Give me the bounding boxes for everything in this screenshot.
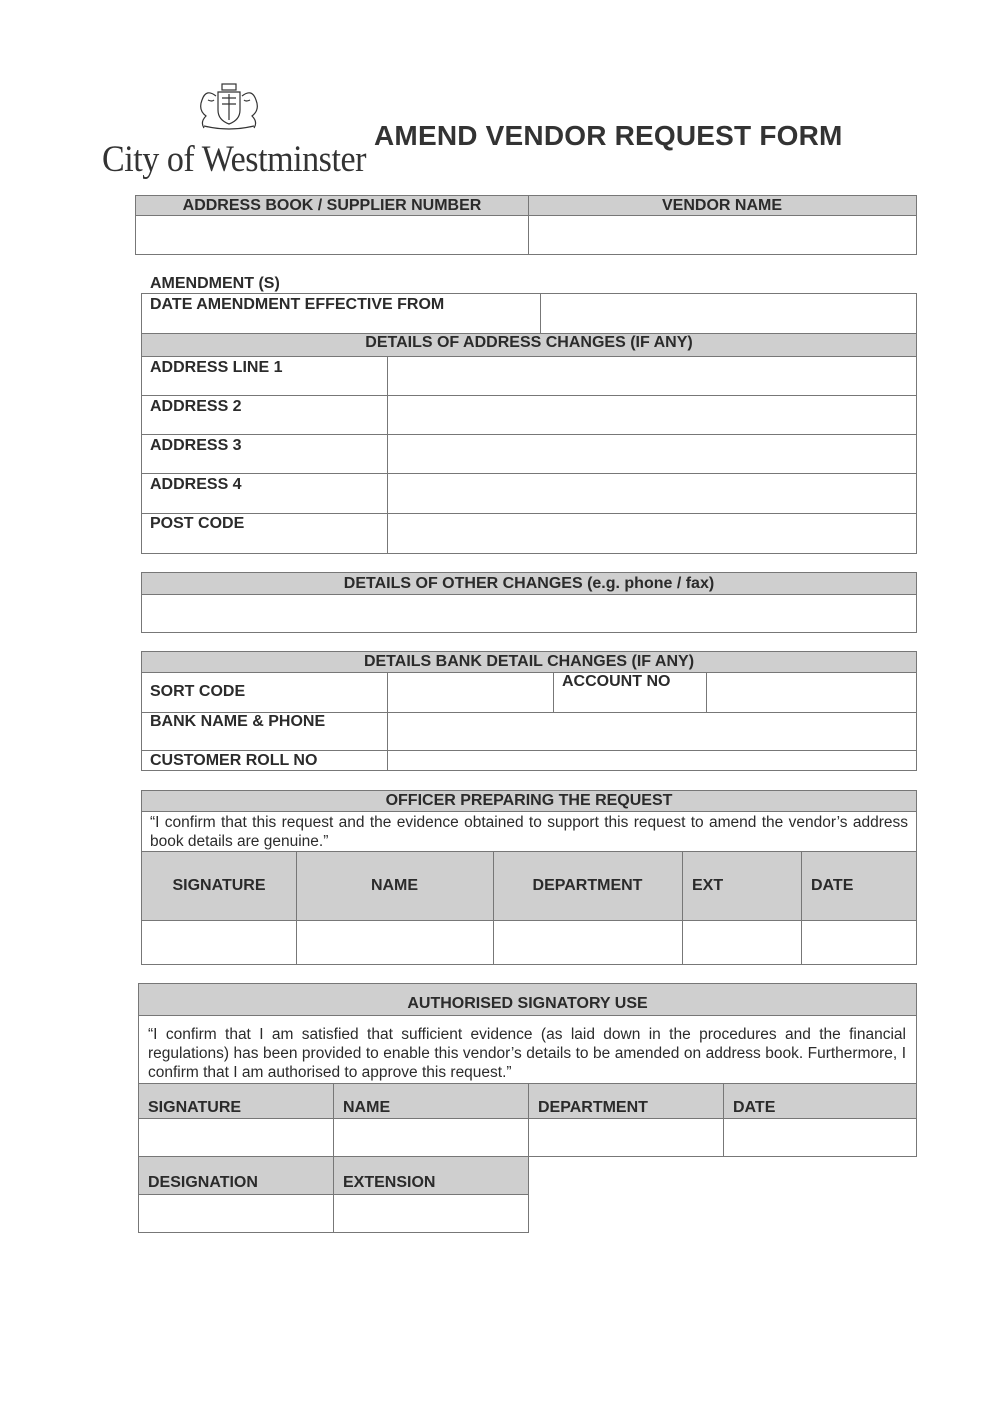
designation-header: DESIGNATION: [148, 1174, 258, 1191]
officer-ext-header: EXT: [692, 877, 724, 894]
bank-name-phone-label: BANK NAME & PHONE: [150, 713, 326, 730]
officer-department-field[interactable]: [495, 921, 681, 964]
city-of-westminster-logo-text: City of Westminster: [102, 139, 366, 180]
authorised-signature-header: SIGNATURE: [148, 1099, 242, 1116]
date-amendment-effective-label: DATE AMENDMENT EFFECTIVE FROM: [150, 296, 445, 313]
authorised-signatory-table: [138, 983, 917, 1157]
authorised-heading: AUTHORISED SIGNATORY USE: [407, 995, 648, 1012]
bank-name-phone-field[interactable]: [389, 713, 915, 750]
coat-of-arms-logo: [196, 82, 262, 130]
address-4-field[interactable]: [389, 474, 915, 512]
other-changes-field[interactable]: [143, 595, 915, 632]
address-changes-heading: DETAILS OF ADDRESS CHANGES (IF ANY): [365, 334, 693, 351]
customer-roll-no-field[interactable]: [389, 751, 915, 770]
officer-heading: OFFICER PREPARING THE REQUEST: [385, 792, 673, 809]
bank-changes-heading: DETAILS BANK DETAIL CHANGES (IF ANY): [363, 653, 695, 670]
sort-code-label: SORT CODE: [150, 683, 246, 700]
authorised-date-header: DATE: [733, 1099, 776, 1116]
post-code-label: POST CODE: [150, 515, 245, 532]
amendments-heading: AMENDMENT (S): [150, 275, 280, 292]
officer-signature-header: SIGNATURE: [172, 877, 266, 894]
authorised-date-field[interactable]: [725, 1119, 915, 1156]
address-book-supplier-number-label: ADDRESS BOOK / SUPPLIER NUMBER: [182, 197, 482, 214]
address-line-1-field[interactable]: [389, 357, 915, 395]
authorised-department-header: DEPARTMENT: [538, 1099, 648, 1116]
authorised-department-field[interactable]: [530, 1119, 722, 1156]
authorised-name-field[interactable]: [335, 1119, 527, 1156]
officer-ext-field[interactable]: [684, 921, 800, 964]
date-amendment-effective-field[interactable]: [542, 295, 915, 332]
other-changes-heading: DETAILS OF OTHER CHANGES (e.g. phone / fax): [343, 575, 715, 592]
extension-header: EXTENSION: [343, 1174, 436, 1191]
officer-signature-field[interactable]: [143, 921, 295, 964]
address-line-1-label: ADDRESS LINE 1: [150, 359, 283, 376]
officer-statement: “I confirm that this request and the evidence obtained to support this request to amend the vendor’s address book details are genuine.”: [150, 814, 908, 850]
authorised-signature-field[interactable]: [140, 1119, 332, 1156]
extension-field[interactable]: [335, 1195, 527, 1232]
officer-date-field[interactable]: [803, 921, 915, 964]
address-3-field[interactable]: [389, 435, 915, 473]
vendor-name-label: VENDOR NAME: [661, 197, 782, 214]
address-2-field[interactable]: [389, 396, 915, 434]
officer-table: [141, 790, 917, 965]
officer-name-header: NAME: [370, 877, 419, 894]
officer-date-header: DATE: [811, 877, 854, 894]
other-changes-table: [141, 572, 917, 633]
address-2-label: ADDRESS 2: [150, 398, 242, 415]
sort-code-field[interactable]: [389, 673, 552, 711]
account-no-field[interactable]: [708, 673, 915, 711]
amendments-table: [141, 293, 917, 554]
form-title: AMEND VENDOR REQUEST FORM: [374, 120, 843, 151]
customer-roll-no-label: CUSTOMER ROLL NO: [150, 752, 318, 769]
address-3-label: ADDRESS 3: [150, 437, 242, 454]
vendor-name-field[interactable]: [530, 217, 915, 254]
account-no-label: ACCOUNT NO: [562, 673, 671, 690]
authorised-name-header: NAME: [343, 1099, 391, 1116]
authorised-statement: “I confirm that I am satisfied that sufficient evidence (as laid down in the procedures and the financial regulations) has been provided to enable this vendor’s details to be amended on address book. Furthermore, I confirm that I am authorised to approve this request.”: [148, 1026, 906, 1081]
address-4-label: ADDRESS 4: [150, 476, 242, 493]
designation-field[interactable]: [140, 1195, 332, 1232]
post-code-field[interactable]: [389, 514, 915, 552]
bank-details-table: [141, 651, 917, 771]
designation-extension-table: [138, 1156, 529, 1233]
address-book-supplier-number-field[interactable]: [137, 217, 527, 254]
officer-department-header: DEPARTMENT: [532, 877, 643, 894]
vendor-id-table: [135, 195, 917, 255]
officer-name-field[interactable]: [298, 921, 492, 964]
